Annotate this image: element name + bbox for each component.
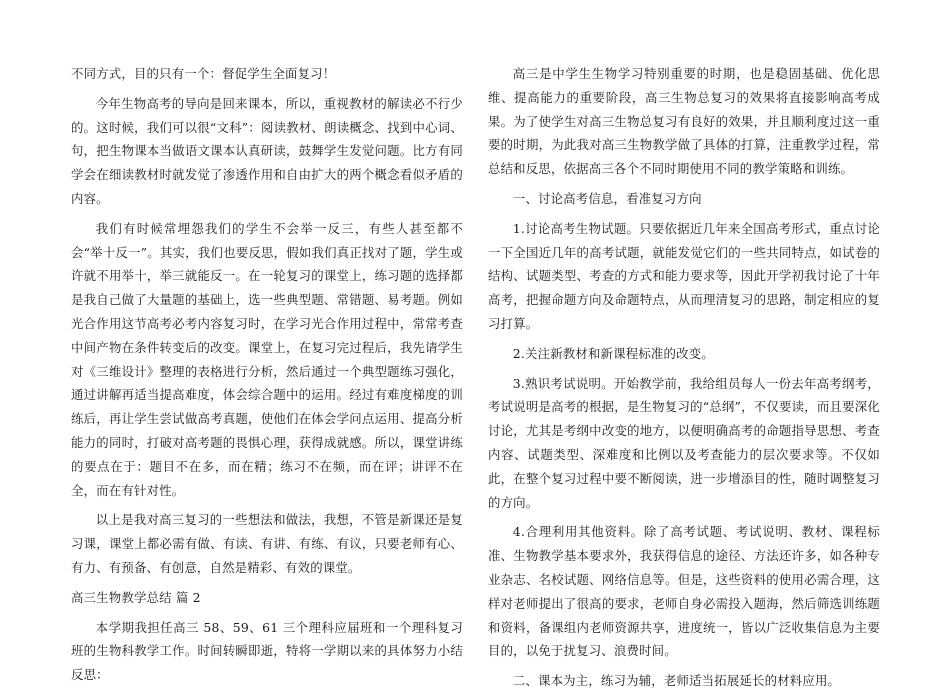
paragraph: 高三是中学生生物学习特别重要的时期，也是稳固基础、优化思维、提高能力的重要阶段，高三生物总复习的效果将直接影响高考成果。为了使学生对高三生物总复习有良好的效果，并且顺利度过这一重要的时期，为此我对高三生物教学做了具体的打算，注重教学过程，常总结和反思，依据高三各个不同时期使用不同的教学策略和训练。 bbox=[488, 66, 880, 177]
section-heading: 高三生物教学总结 篇 2 bbox=[71, 589, 201, 605]
paragraph: 我们有时候常埋怨我们的学生不会举一反三，有些人甚至都不会“举十反一”。其实，我们也要反思，假如我们真正找对了题，学生或许就不用举十，举三就能反一。在一轮复习的课堂上，练习题的选择都是我自己做了大量题的基础上，选一些典型题、常错题、易考题。例如光合作用这节高考必考内容复习时，在学习光合作用过程中，常常考查中间产物在条件转变后的改变。课堂上，在复习完过程后，我先请学生对《三维设计》整理的表格进行分析，然后通过一个典型题练习强化，通过讲解再适当提高难度，体会综合题中的运用。经过有难度梯度的训练后，再让学生尝试做高考真题，使他们在体会学问点运用、提高分析能力的同时，打破对高考题的畏惧心理，获得成就感。所以，课堂讲练的要点在于：题目不在多，而在精；练习不在频，而在评；讲评不在全，而在有针对性。 bbox=[71, 220, 463, 498]
paragraph: 2.关注新教材和新课程标准的改变。 bbox=[512, 345, 714, 361]
paragraph: 不同方式，目的只有一个：督促学生全面复习！ bbox=[71, 66, 336, 81]
subheading: 二、课本为主，练习为辅，老师适当拓展延长的材料应用。 bbox=[512, 673, 841, 689]
subheading: 一、讨论高考信息，看准复习方向 bbox=[512, 190, 702, 206]
paragraph: 4.合理利用其他资料。除了高考试题、考试说明、教材、课程标准、生物教学基本要求外，我获得信息的途径、方法还许多，如各种专业杂志、名校试题、网络信息等。但是，这些资料的使用必需合理，这样对老师提出了很高的要求，老师自身必需投入题海，然后筛选训练题和资料，备课组内老师资源共享，进度统一，皆以广泛收集信息为主要目的，以免于扰复习、浪费时间。 bbox=[488, 524, 880, 659]
paragraph: 今年生物高考的导向是回来课本，所以，重视教材的解读必不行少的。这时候，我们可以很“文科”：阅读教材、朗读概念、找到中心词、句，把生物课本当做语文课本认真研读，鼓舞学生发觉问题。比方有同学会在细读教材时就发觉了渗透作用和自由扩大的两个概念看似矛盾的内容。 bbox=[71, 95, 463, 206]
left-column bbox=[71, 62, 463, 693]
paragraph: 1.讨论高考生物试题。只要依据近几年来全国高考形式，重点讨论一下全国近几年的高考试题，就能发觉它们的一些共同特点，如试卷的结构、试题类型、考查的方式和能力要求等，因此开学初我讨论了十年高考，把握命题方向及命题特点，从而理清复习的思路，制定相应的复习打算。 bbox=[488, 220, 880, 331]
paragraph: 本学期我担任高三 58、59、61 三个理科应届班和一个理科复习班的生物科教学工作。时间转瞬即逝，特将一学期以来的具体努力小结反思： bbox=[71, 619, 463, 683]
paragraph: 3.熟识考试说明。开始教学前，我给组员每人一份去年高考纲考，考试说明是高考的根据，是生物复习的“总纲”，不仅要读，而且要深化讨论，尤其是考纲中改变的地方，以便明确高考的命题指导思想、考查内容、试题类型、深难度和比例以及考查能力的层次要求等。不仅如此，在整个复习过程中要不断阅读，进一步增添目的性，随时调整复习的方向。 bbox=[488, 375, 880, 510]
paragraph: 以上是我对高三复习的一些想法和做法，我想，不管是新课还是复习课，课堂上都必需有做、有读、有讲、有练、有议，只要老师有心、有力、有预备、有创意，自然是精彩、有效的课堂。 bbox=[71, 512, 463, 575]
right-column bbox=[488, 62, 880, 699]
